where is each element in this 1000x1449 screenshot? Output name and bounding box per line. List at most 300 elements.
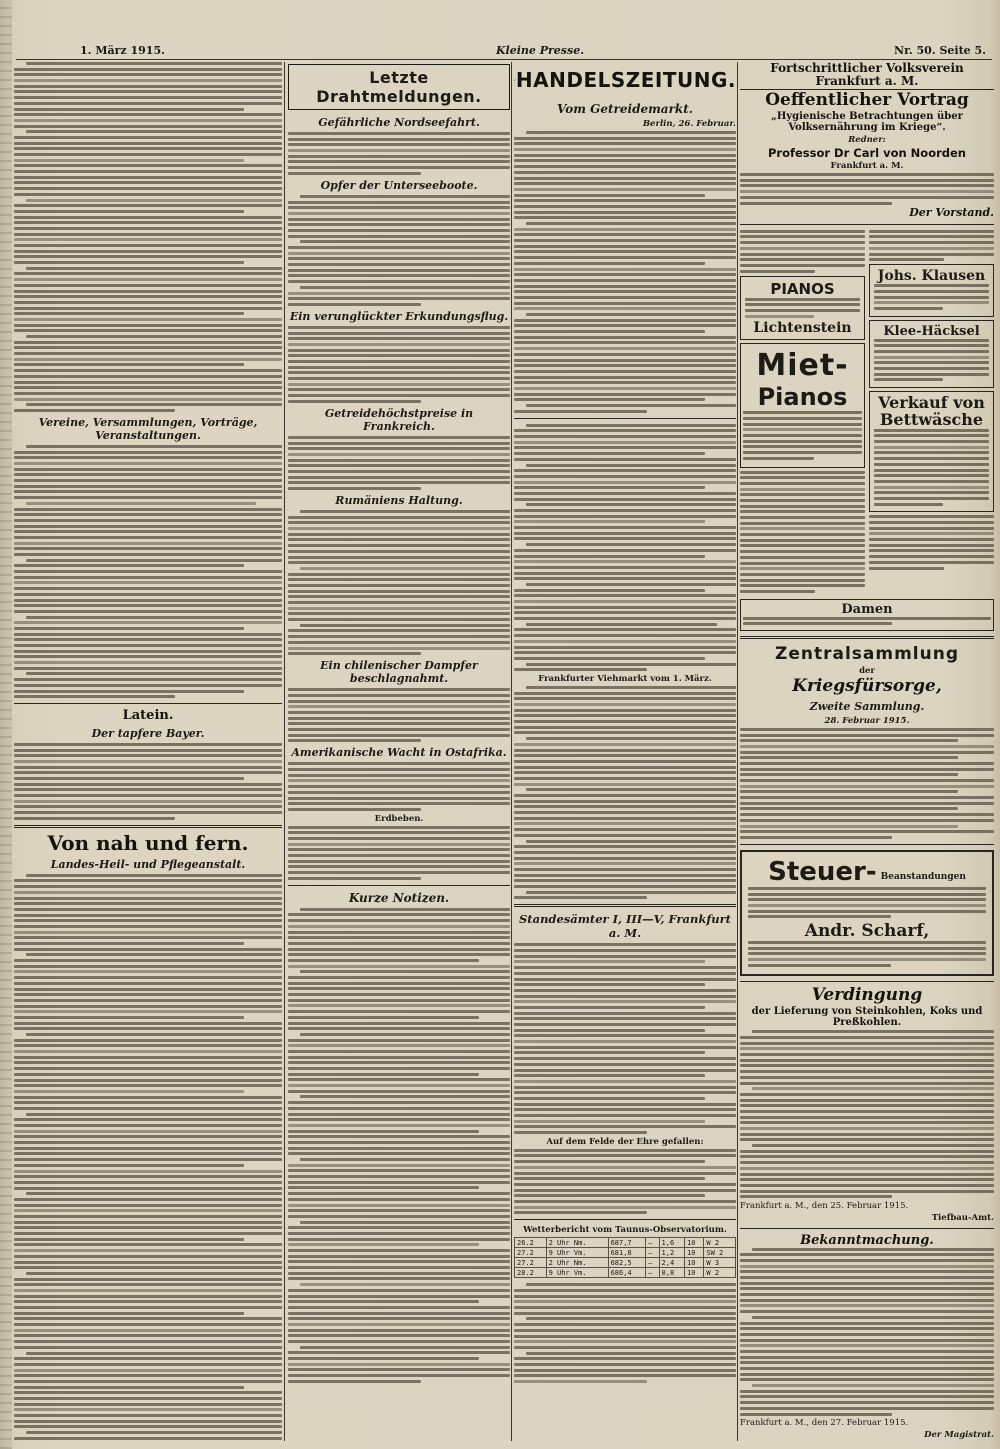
text-line — [748, 964, 891, 967]
text-line — [740, 751, 994, 754]
text-line — [14, 542, 282, 545]
text-line — [874, 339, 989, 342]
text-line — [514, 148, 736, 151]
text-line — [869, 538, 994, 541]
text-line — [514, 646, 736, 649]
text-line — [740, 1367, 994, 1370]
text-line — [14, 1181, 282, 1184]
text-line — [288, 808, 421, 811]
text-line — [14, 108, 244, 111]
text-line — [740, 510, 865, 513]
text-line — [514, 142, 736, 145]
text-line — [14, 1090, 244, 1093]
text-line — [748, 941, 986, 944]
text-line — [288, 1192, 510, 1195]
text-line — [874, 497, 989, 500]
text-line — [514, 475, 736, 478]
text-line — [514, 885, 736, 888]
weather-cell: 686,4 — [608, 1268, 646, 1278]
text-line — [740, 1299, 994, 1302]
text-line — [514, 492, 736, 495]
text-line — [14, 1152, 282, 1155]
text-line — [288, 1249, 510, 1252]
text-line — [288, 1124, 510, 1127]
text-line — [874, 367, 989, 370]
text-line — [514, 330, 705, 333]
text-block — [288, 688, 510, 742]
text-line — [288, 1317, 510, 1320]
text-line — [740, 1333, 994, 1336]
text-line — [14, 341, 282, 344]
text-line — [14, 1204, 282, 1207]
text-line — [14, 79, 282, 82]
text-line — [869, 544, 994, 547]
text-line — [14, 363, 244, 366]
text-line — [26, 62, 282, 65]
text-line — [14, 261, 244, 264]
text-line — [26, 1192, 282, 1195]
text-line — [526, 464, 736, 467]
text-line — [288, 274, 510, 277]
text-line — [740, 1195, 892, 1198]
text-line — [300, 510, 510, 513]
text-line — [514, 307, 736, 310]
text-line — [869, 532, 994, 535]
text-line — [14, 136, 282, 139]
text-line — [14, 942, 244, 945]
weather-cell: 681,8 — [608, 1248, 646, 1258]
text-line — [14, 760, 282, 763]
text-line — [288, 1147, 510, 1150]
text-line — [14, 386, 282, 389]
text-line — [14, 96, 282, 99]
text-line — [288, 1164, 510, 1167]
text-line — [288, 1101, 510, 1104]
text-line — [514, 1380, 647, 1383]
text-line — [288, 1152, 510, 1155]
text-line — [514, 228, 736, 231]
text-line — [740, 739, 958, 742]
text-line — [526, 404, 736, 407]
text-line — [740, 1082, 994, 1085]
text-line — [514, 1149, 736, 1152]
text-line — [288, 601, 510, 604]
text-line — [26, 267, 282, 270]
divider — [514, 1219, 736, 1220]
text-line — [514, 194, 705, 197]
text-line — [745, 298, 860, 301]
text-line — [740, 1036, 994, 1039]
text-line — [514, 949, 736, 952]
text-line — [514, 398, 705, 401]
text-line — [288, 229, 510, 232]
verein-title: Fortschrittlicher Volksverein Frankfurt a. M. — [740, 62, 994, 90]
text-line — [14, 650, 282, 653]
text-line — [288, 394, 510, 397]
text-line — [288, 831, 510, 834]
heading-viehmarkt: Frankfurter Viehmarkt vom 1. März. — [538, 673, 712, 684]
text-block — [14, 743, 282, 820]
heading-wetterbericht: Wetterbericht vom Taunus-Observatorium. — [523, 1225, 727, 1236]
text-line — [288, 1306, 510, 1309]
text-line — [514, 896, 647, 899]
verdingung-amt: Tiefbau-Amt. — [931, 1212, 994, 1223]
text-line — [740, 836, 892, 839]
heading-nordseefahrt: Gefährliche Nordseefahrt. — [318, 116, 480, 129]
text-line — [14, 1079, 282, 1082]
text-line — [740, 230, 865, 233]
divider — [740, 1228, 994, 1229]
text-block — [514, 131, 736, 413]
text-line — [288, 459, 510, 462]
weather-cell: W 2 — [704, 1238, 736, 1248]
text-line — [14, 553, 282, 556]
text-line — [288, 1215, 510, 1218]
text-line — [14, 811, 282, 814]
text-line — [740, 1407, 994, 1410]
text-line — [14, 638, 282, 641]
text-line — [14, 1295, 282, 1298]
text-line — [14, 1408, 282, 1411]
text-line — [14, 479, 282, 482]
text-line — [14, 1437, 282, 1440]
text-line — [14, 176, 282, 179]
text-line — [740, 1173, 994, 1176]
text-line — [514, 364, 736, 367]
text-line — [14, 914, 282, 917]
text-line — [514, 137, 736, 140]
text-line — [288, 252, 510, 255]
text-line — [740, 830, 994, 833]
text-line — [514, 668, 647, 671]
text-line — [14, 783, 282, 786]
text-line — [740, 544, 865, 547]
text-line — [14, 690, 244, 693]
text-line — [14, 993, 282, 996]
text-line — [14, 1221, 282, 1224]
text-line — [514, 628, 736, 631]
text-line — [14, 153, 282, 156]
text-line — [514, 1051, 705, 1054]
text-line — [514, 600, 736, 603]
heading-getreidemarkt: Vom Getreidemarkt. — [557, 102, 693, 116]
column-rule — [284, 62, 285, 1441]
text-line — [14, 1044, 282, 1047]
text-line — [514, 1374, 736, 1377]
text-block — [14, 62, 282, 412]
divider — [14, 703, 282, 704]
ad-miet-pianos: Miet- Pianos — [740, 343, 865, 467]
text-block — [514, 943, 736, 1134]
text-line — [288, 647, 510, 650]
text-line — [874, 373, 989, 376]
text-line — [752, 1030, 994, 1033]
text-line — [514, 515, 736, 518]
text-line — [514, 370, 736, 373]
text-line — [288, 999, 510, 1002]
text-line — [14, 147, 282, 150]
text-line — [514, 376, 736, 379]
heading-ostafrika: Amerikanische Wacht in Ostafrika. — [291, 746, 507, 760]
text-line — [752, 1248, 994, 1251]
text-line — [514, 441, 736, 444]
text-line — [514, 1154, 736, 1157]
text-line — [288, 481, 510, 484]
text-line — [745, 309, 860, 312]
text-line — [288, 400, 421, 403]
text-line — [740, 505, 865, 508]
text-line — [14, 936, 282, 939]
weather-cell: SW 2 — [704, 1248, 736, 1258]
text-line — [14, 1403, 282, 1406]
text-line — [514, 1295, 736, 1298]
text-line — [14, 398, 282, 401]
text-line — [288, 527, 510, 530]
text-line — [743, 622, 892, 625]
text-line — [14, 766, 282, 769]
text-line — [14, 1010, 282, 1013]
text-line — [740, 196, 994, 199]
text-line — [740, 1270, 994, 1273]
text-line — [740, 773, 958, 776]
text-line — [514, 1312, 736, 1315]
text-line — [514, 1166, 736, 1169]
zentral-der: der — [859, 666, 875, 677]
text-line — [14, 1289, 282, 1292]
text-line — [14, 885, 282, 888]
text-line — [14, 1374, 282, 1377]
text-line — [14, 931, 282, 934]
text-line — [514, 1323, 736, 1326]
text-line — [14, 221, 282, 224]
column-2 — [288, 62, 510, 1443]
text-line — [288, 734, 510, 737]
text-line — [288, 1363, 510, 1366]
text-line — [14, 948, 282, 951]
text-line — [14, 381, 282, 384]
text-line — [740, 1155, 994, 1158]
text-line — [748, 887, 986, 890]
text-line — [14, 113, 282, 116]
text-line — [14, 794, 282, 797]
text-line — [288, 1073, 479, 1076]
text-block — [514, 424, 736, 672]
text-line — [740, 1121, 994, 1124]
text-line — [14, 581, 282, 584]
ad-column-left — [740, 230, 865, 596]
text-line — [300, 1346, 510, 1349]
text-line — [288, 1357, 479, 1360]
text-line — [748, 952, 986, 955]
text-line — [288, 607, 510, 610]
text-line — [288, 797, 510, 800]
text-line — [288, 573, 510, 576]
text-line — [514, 989, 736, 992]
text-line — [740, 1373, 994, 1376]
text-line — [514, 1057, 736, 1060]
text-line — [288, 436, 510, 439]
text-line — [514, 250, 736, 253]
bekanntmachung-title: Bekanntmachung. — [800, 1232, 934, 1248]
text-line — [514, 188, 736, 191]
text-line — [288, 1300, 479, 1303]
verdingung-city: Frankfurt a. M., den 25. Februar 1915. — [740, 1200, 909, 1211]
text-line — [288, 1289, 510, 1292]
text-line — [288, 326, 510, 329]
text-line — [300, 1033, 510, 1036]
text-line — [514, 233, 736, 236]
text-line — [740, 522, 865, 525]
text-line — [14, 392, 282, 395]
section-von-nah-und-fern: Von nah und fern. — [47, 830, 249, 855]
text-line — [288, 948, 510, 951]
text-line — [14, 346, 282, 349]
text-line — [288, 1260, 510, 1263]
text-line — [874, 350, 989, 353]
text-line — [288, 269, 510, 272]
text-line — [874, 301, 989, 304]
weather-cell: 1,2 — [659, 1248, 684, 1258]
weather-cell: 26.2 — [515, 1238, 547, 1248]
text-line — [514, 555, 705, 558]
text-line — [14, 604, 282, 607]
text-line — [526, 543, 736, 546]
text-line — [514, 1125, 736, 1128]
text-line — [14, 204, 282, 207]
text-line — [514, 481, 736, 484]
text-line — [14, 661, 282, 664]
text-line — [14, 1073, 282, 1076]
text-line — [288, 711, 510, 714]
text-line — [526, 623, 717, 626]
text-line — [14, 85, 282, 88]
text-line — [514, 324, 736, 327]
text-line — [14, 1039, 282, 1042]
section-latein: Latein. — [122, 708, 174, 724]
text-line — [14, 1391, 282, 1394]
text-line — [14, 409, 175, 412]
text-line — [869, 235, 994, 238]
text-line — [740, 1190, 994, 1193]
text-line — [288, 843, 510, 846]
text-line — [740, 734, 994, 737]
text-line — [288, 349, 510, 352]
text-line — [14, 525, 282, 528]
text-line — [514, 177, 736, 180]
text-line — [526, 583, 736, 586]
text-line — [874, 296, 989, 299]
text-line — [288, 212, 510, 215]
subheading-vereine: Vereine, Versammlungen, Vorträge, Veranstaltungen. — [38, 415, 258, 442]
text-line — [869, 521, 994, 524]
text-line — [288, 837, 510, 840]
text-line — [288, 143, 510, 146]
text-line — [14, 1130, 282, 1133]
text-line — [288, 848, 510, 851]
text-line — [14, 210, 244, 213]
text-line — [288, 925, 510, 928]
text-line — [743, 417, 862, 420]
text-line — [14, 90, 282, 93]
text-line — [300, 195, 510, 198]
text-line — [514, 273, 736, 276]
text-line — [874, 284, 989, 287]
redner-ort: Frankfurt a. M. — [830, 161, 904, 172]
text-line — [14, 456, 282, 459]
text-line — [14, 1084, 282, 1087]
text-line — [288, 936, 510, 939]
text-line — [514, 347, 736, 350]
text-line — [740, 728, 994, 731]
text-line — [288, 1141, 510, 1144]
text-line — [288, 694, 510, 697]
text-line — [288, 1016, 479, 1019]
text-line — [514, 983, 705, 986]
text-line — [14, 1255, 282, 1258]
text-line — [740, 1395, 994, 1398]
text-line — [514, 359, 736, 362]
weather-row — [515, 1268, 736, 1278]
text-line — [288, 779, 510, 782]
text-line — [514, 1029, 705, 1032]
zentral-zweite-sammlung: Zweite Sammlung. — [809, 699, 925, 713]
text-line — [14, 1022, 282, 1025]
text-line — [740, 173, 994, 176]
text-line — [288, 1266, 510, 1269]
divider — [14, 825, 282, 828]
text-line — [26, 445, 282, 448]
text-line — [740, 1093, 994, 1096]
text-line — [740, 1104, 994, 1107]
text-line — [740, 573, 865, 576]
text-line — [743, 434, 862, 437]
text-line — [514, 857, 736, 860]
text-line — [740, 1413, 892, 1416]
text-block — [288, 908, 510, 1383]
text-line — [740, 1133, 994, 1136]
text-line — [514, 811, 736, 814]
text-line — [514, 268, 736, 271]
text-line — [288, 1340, 510, 1343]
text-line — [514, 731, 736, 734]
text-line — [740, 1361, 994, 1364]
text-line — [526, 840, 736, 843]
text-line — [514, 285, 736, 288]
text-line — [740, 756, 958, 759]
text-line — [740, 1099, 994, 1102]
text-line — [740, 1282, 994, 1285]
text-line — [869, 258, 944, 261]
text-line — [14, 1283, 282, 1286]
text-block — [288, 436, 510, 490]
text-line — [14, 1425, 282, 1428]
text-line — [288, 1004, 510, 1007]
text-line — [514, 341, 736, 344]
text-line — [514, 634, 736, 637]
text-line — [740, 253, 865, 256]
text-line — [514, 617, 736, 620]
text-line — [14, 462, 282, 465]
text-line — [14, 1386, 244, 1389]
text-line — [514, 1086, 736, 1089]
text-line — [514, 777, 736, 780]
text-line — [514, 955, 736, 958]
text-line — [288, 802, 510, 805]
text-line — [740, 179, 994, 182]
divider — [288, 885, 510, 886]
text-line — [14, 1198, 282, 1201]
text-line — [288, 1277, 510, 1280]
